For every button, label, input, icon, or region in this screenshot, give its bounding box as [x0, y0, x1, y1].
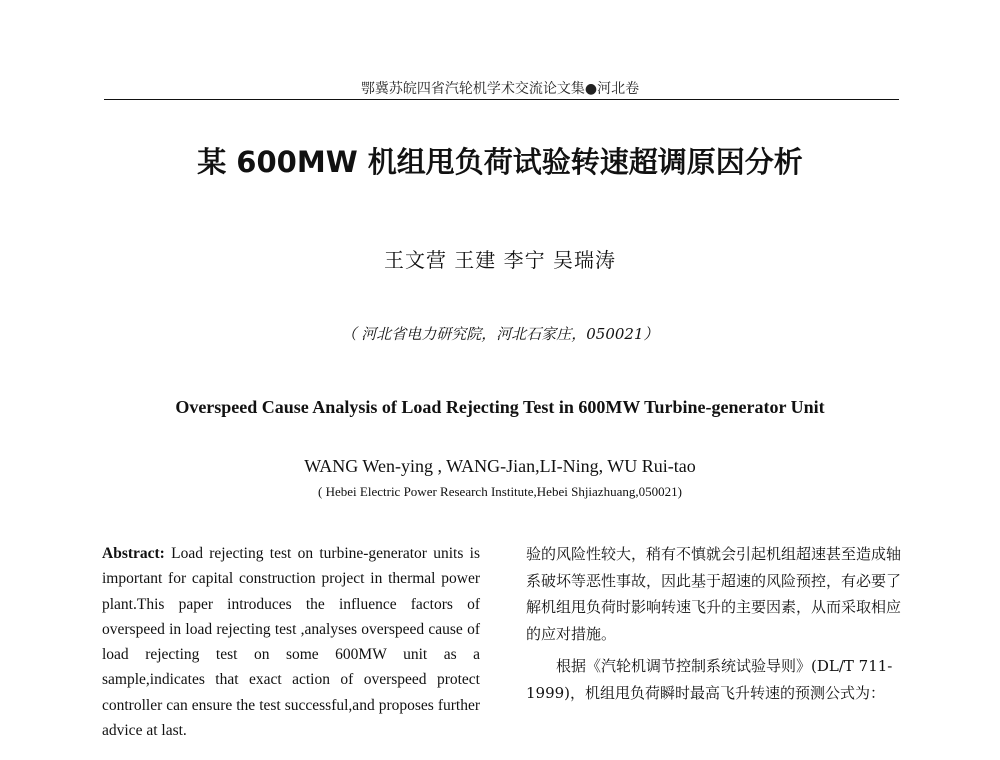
header-rule — [104, 99, 899, 100]
paper-title-en: Overspeed Cause Analysis of Load Rejecting Test in 600MW Turbine-generator Unit — [175, 397, 825, 417]
body-paragraph-2: 根据《汽轮机调节控制系统试验导则》(DL/T 711-1999)，机组甩负荷瞬时最高飞升转速的预测公式为： — [526, 657, 893, 702]
running-header: 鄂冀苏皖四省汽轮机学术交流论文集●河北卷 — [360, 81, 640, 97]
authors-en: WANG Wen-ying , WANG-Jian,LI-Ning, WU Rui-tao — [304, 456, 696, 476]
affiliation-en: ( Hebei Electric Power Research Institute,Hebei Shjiazhuang,050021) — [318, 484, 682, 499]
abstract-text: Load rejecting test on turbine-generator units is important for capital construction project in thermal power plant.This paper introduces the influence factors of overspeed in load rejecting test ,analyses overspeed cause of load rejecting test on some 600MW unit as a sample,indicates that exact action of overspeed protect controller can ensure the test successful,and proposes further advice at last. — [102, 545, 480, 740]
abstract-paragraph — [102, 541, 480, 743]
body-right-column — [526, 541, 908, 706]
affiliation-cn: （ 河北省电力研究院，河北石家庄，050021） — [341, 325, 659, 343]
abstract-column — [102, 541, 480, 743]
body-paragraph-1: 验的风险性较大，稍有不慎就会引起机组超速甚至造成轴系破坏等恶性事故，因此基于超速的风险预控，有必要了解机组甩负荷时影响转速飞升的主要因素，从而采取相应的应对措施。 — [526, 545, 902, 643]
paper-title-cn: 某 600MW 机组甩负荷试验转速超调原因分析 — [197, 145, 803, 179]
abstract-label: Abstract: — [102, 545, 165, 562]
authors-cn: 王文营 王建 李宁 吴瑞涛 — [383, 248, 617, 272]
